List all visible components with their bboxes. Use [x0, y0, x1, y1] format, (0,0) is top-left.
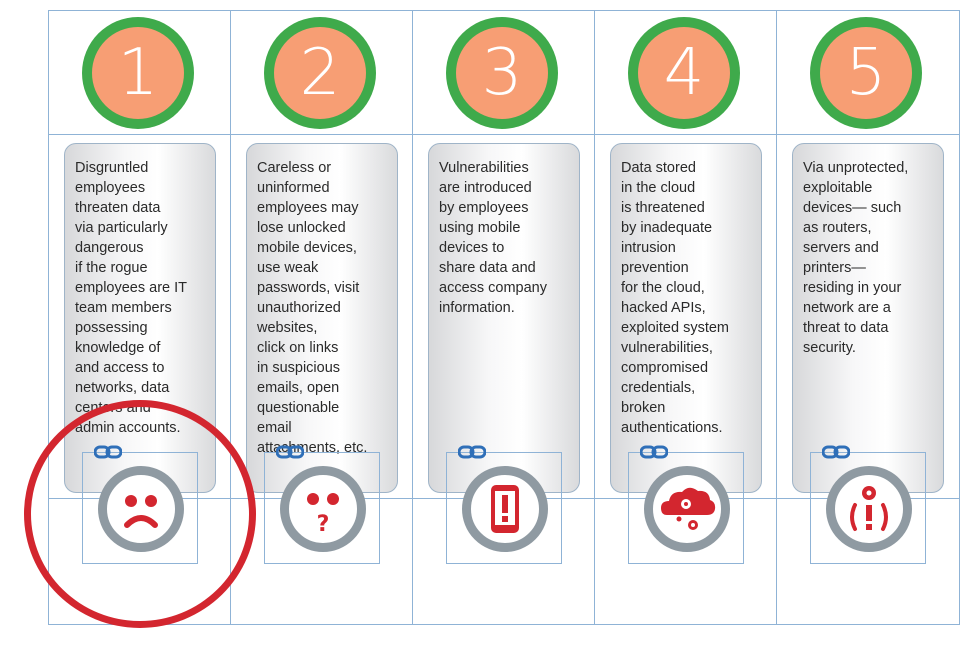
step-card: [792, 143, 944, 493]
step-number: 4: [638, 27, 730, 119]
step-number-badge: [82, 17, 194, 129]
step-description: Data stored in the cloud is threatened by inadequate intrusion prevention for the cloud, hacked APIs, exploited system vulnerabilities, compromised credentials, broken authentications.: [621, 160, 729, 436]
link-icon[interactable]: [640, 444, 668, 460]
step-card: [246, 143, 398, 493]
confused-face-icon: [280, 466, 366, 552]
step-number: 2: [274, 27, 366, 119]
step-number-badge: [264, 17, 376, 129]
step-description: Vulnerabilities are introduced by employees using mobile devices to share data and access company information.: [439, 160, 547, 316]
mobile-alert-icon: [462, 466, 548, 552]
link-icon[interactable]: [458, 444, 486, 460]
step-number: 5: [820, 27, 912, 119]
step-number-badge: [446, 17, 558, 129]
step-column-5: [776, 0, 958, 649]
step-column-2: [230, 0, 412, 649]
svg-text:?: ?: [316, 512, 330, 537]
step-number: 1: [92, 27, 184, 119]
link-icon[interactable]: [822, 444, 850, 460]
device-alert-icon: [826, 466, 912, 552]
cloud-gears-icon: [644, 466, 730, 552]
step-number-badge: [810, 17, 922, 129]
link-icon[interactable]: [276, 444, 304, 460]
step-card: [428, 143, 580, 493]
step-column-3: [412, 0, 594, 649]
step-number: 3: [456, 27, 548, 119]
step-description: Via unprotected, exploitable devices— such as routers, servers and printers— residing in your network are a threat to data security.: [803, 160, 909, 356]
step-number-badge: [628, 17, 740, 129]
step-card: [610, 143, 762, 493]
step-description: Disgruntled employees threaten data via particularly dangerous if the rogue employees are IT team members possessing knowledge of and access to networks, data centers and admin accounts.: [75, 160, 188, 436]
step-column-4: [594, 0, 776, 649]
step-description: Careless or uninformed employees may lose unlocked mobile devices, use weak passwords, visit unauthorized websites, click on links in suspicious emails, open questionable email attachments, etc.: [257, 160, 368, 456]
highlight-circle: [24, 400, 256, 628]
